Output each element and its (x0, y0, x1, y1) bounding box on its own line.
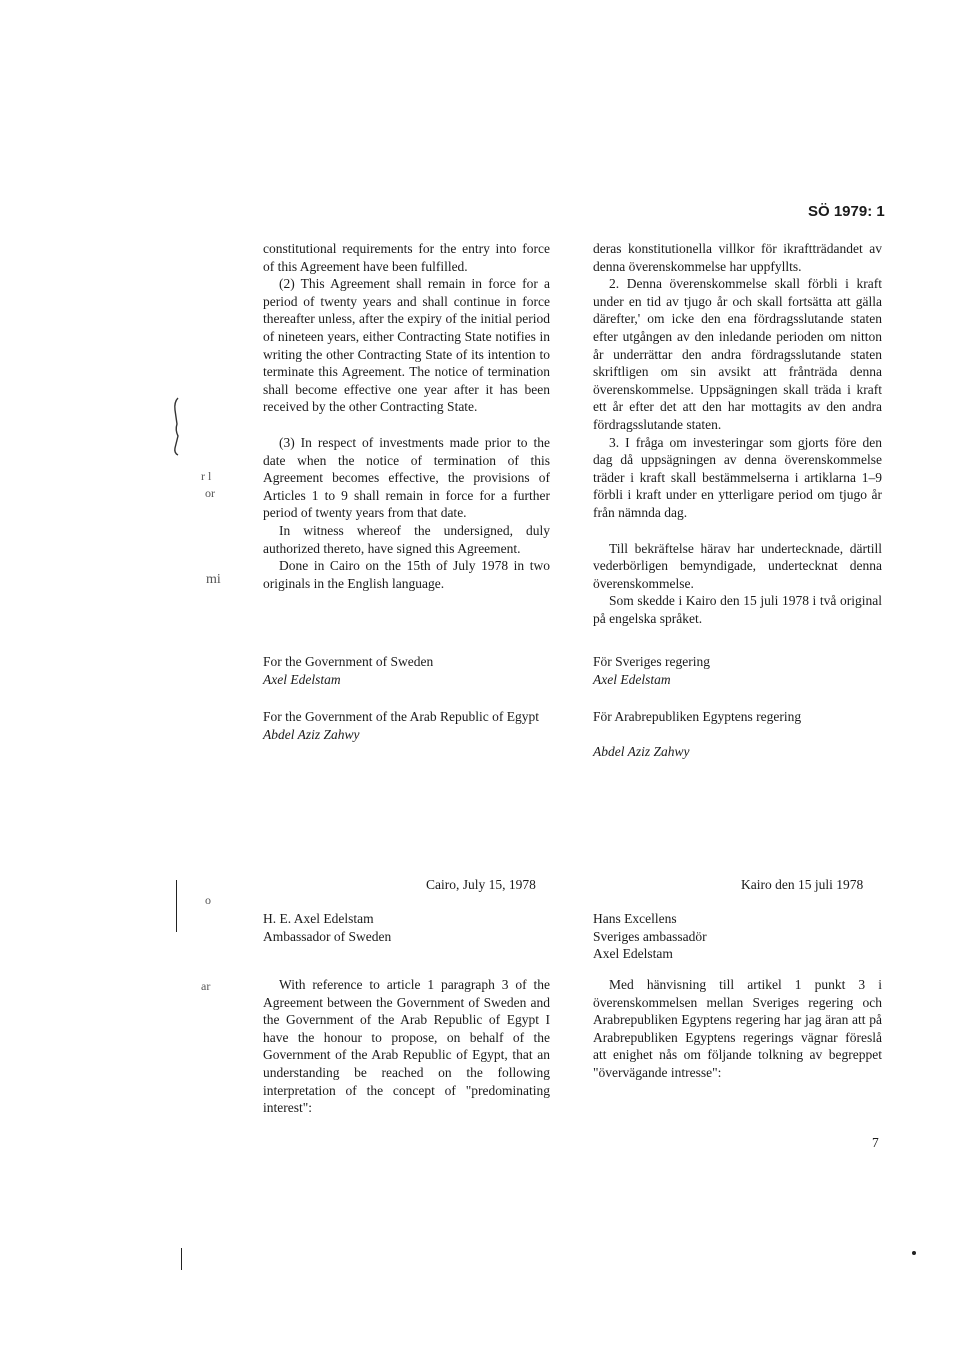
en-letter-date: Cairo, July 15, 1978 (426, 877, 536, 892)
en-addressee-name: H. E. Axel Edelstam (263, 911, 374, 926)
margin-rule-bottom (181, 1248, 182, 1270)
sv-signature-sweden (593, 653, 893, 688)
margin-mark-5: ar (201, 979, 211, 993)
en-paragraph-entry-into-force: constitutional requirements for the entry into force of this Agreement have been fulfilled. (263, 241, 550, 274)
sv-letter-body (593, 976, 882, 1082)
en-addressee-title: Ambassador of Sweden (263, 928, 392, 944)
en-paragraph-witness: In witness whereof the undersigned, duly authorized thereto, have signed this Agreement. (263, 522, 550, 556)
sv-paragraph-entry-into-force: deras konstitutionella villkor för ikraftträdandet av denna överenskommelse har uppfyllts. (593, 241, 882, 274)
en-letter-body (263, 976, 550, 1117)
margin-mark-3: mi (206, 572, 221, 587)
margin-mark-1: r l (201, 469, 212, 483)
en-paragraph-investments: (3) In respect of investments made prior to the date when the notice of termination of this Agreement becomes effective, the provisions of Articles 1 to 9 shall remain in force for a further period of twenty years from that date. (263, 434, 550, 521)
en-letter-body-text: With reference to article 1 paragraph 3 of the Agreement between the Government of Sweden and the Government of the Arab Republic of Egypt I have the honour to propose, on behalf of the Government of the Arab Republic of Egypt, that an understanding be reached on the following interpretation of the concept of "predominating interest": (263, 977, 550, 1116)
document-reference: SÖ 1979: 1 (808, 203, 885, 220)
sv-signature-egypt (593, 708, 893, 760)
sv-paragraph-duration: 2. Denna överenskommelse skall förbli i kraft under en tid av tjugo år och skall fortsätta att gälla därefter,' om icke den ena fördragsslutande staten efter utgången av den inledande perioden om nitton år underrättar den andra fördragsslutande staten skriftligen om sin avsikt att frånträda denna överenskommelse. Uppsägningen skall träda i kraft ett år efter det att den har mottagits av den andra fördragsslutande staten. (593, 276, 882, 432)
sv-addressee-title: Sveriges ambassadör (593, 928, 707, 944)
sv-signature-sweden-name: Axel Edelstam (593, 671, 671, 687)
english-agreement-column (263, 240, 550, 592)
en-signature-sweden (263, 653, 563, 688)
margin-bracket-mark (172, 396, 180, 456)
sv-letter-body-text: Med hänvisning till artikel 1 punkt 3 i överenskommelsen mellan Sveriges regering och Arabrepubliken Egyptens regering har jag äran att på Arabrepubliken Egyptens regerings vägnar föreslå att enighet nås om följande tolkning av begreppet "övervägande intresse": (593, 977, 882, 1080)
sv-letter-addressee (593, 910, 873, 963)
en-paragraph-done: Done in Cairo on the 15th of July 1978 in two originals in the English language. (263, 558, 550, 591)
margin-mark-2: or (205, 486, 215, 500)
sv-signature-sweden-for: För Sveriges regering (593, 654, 710, 669)
en-signature-egypt (263, 708, 563, 743)
sv-paragraph-witness: Till bekräftelse härav har undertecknade, därtill vederbörligen bemyndigade, undertecknat denna överenskommelse. (593, 540, 882, 591)
scan-dot (912, 1251, 916, 1255)
swedish-agreement-column (593, 240, 882, 627)
en-paragraph-duration: (2) This Agreement shall remain in force for a period of twenty years and shall continue in force thereafter unless, after the expiry of the initial period of nineteen years, either Contracting State notifies in writing the other Contracting State of its intention to terminate this Agreement. The notice of termination shall become effective one year after it has been received by the other Contracting State. (263, 276, 550, 415)
sv-signature-egypt-for: För Arabrepubliken Egyptens regering (593, 709, 802, 724)
sv-signature-egypt-name: Abdel Aziz Zahwy (593, 743, 690, 759)
en-signature-sweden-for: For the Government of Sweden (263, 654, 434, 669)
en-letter-addressee (263, 910, 543, 945)
margin-bracket-lower (176, 880, 183, 932)
sv-paragraph-done: Som skedde i Kairo den 15 juli 1978 i två original på engelska språket. (593, 593, 882, 626)
sv-addressee-salutation: Hans Excellens (593, 911, 677, 926)
en-signature-egypt-name: Abdel Aziz Zahwy (263, 726, 360, 742)
page-number: 7 (872, 1135, 879, 1150)
sv-addressee-name: Axel Edelstam (593, 946, 673, 962)
sv-letter-date: Kairo den 15 juli 1978 (741, 877, 864, 892)
sv-paragraph-investments: 3. I fråga om investeringar som gjorts före den dag då uppsägningen av denna överenskommelse träder i kraft skall bestämmelserna i artiklarna 1–9 förbli i kraft under en ytterligare period om tjugo år från nämnda dag. (593, 434, 882, 520)
margin-mark-4: o (205, 893, 211, 907)
en-signature-sweden-name: Axel Edelstam (263, 671, 341, 687)
en-signature-egypt-for: For the Government of the Arab Republic of Egypt (263, 709, 539, 724)
